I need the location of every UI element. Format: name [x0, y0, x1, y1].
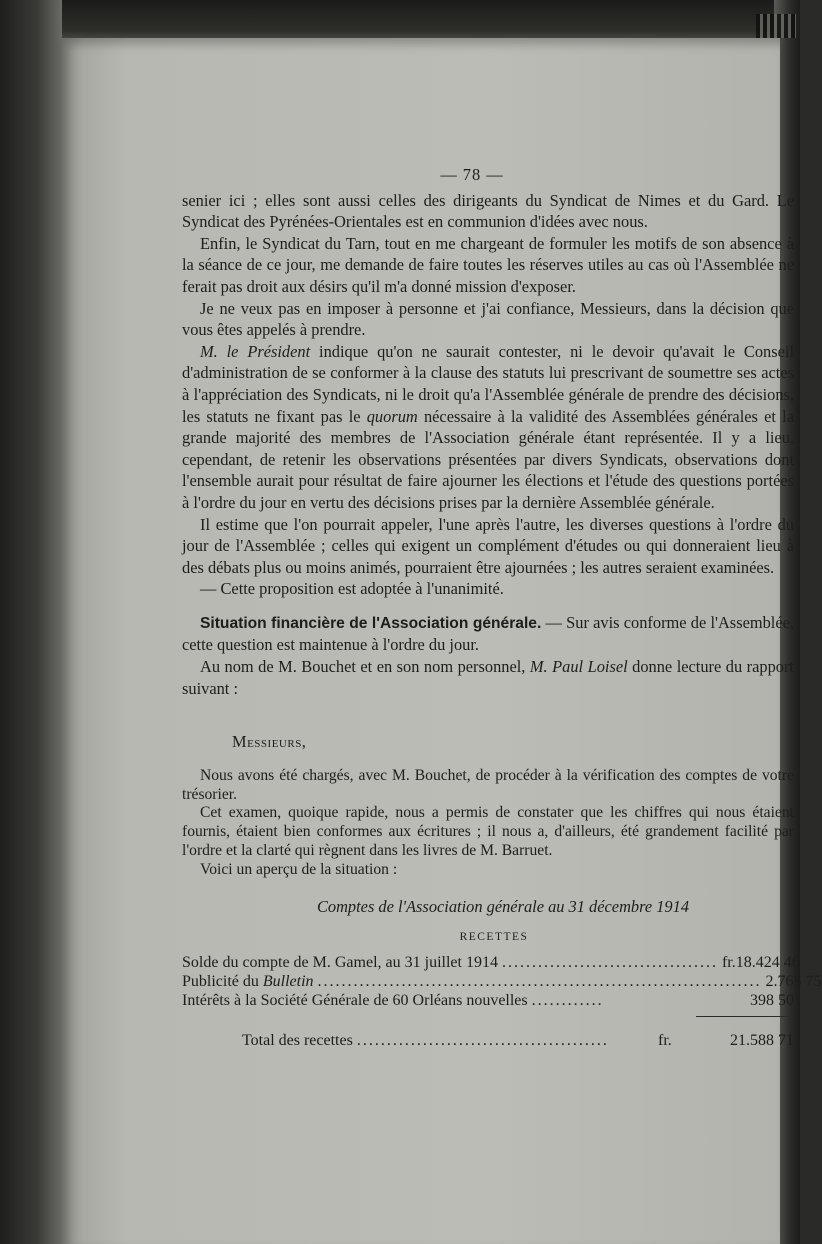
account-row-amount: 398 50: [750, 991, 794, 1009]
document-page: [62, 38, 822, 1244]
paragraph-3: Je ne veux pas en imposer à personne et j'ai confiance, Messieurs, dans la décision que vous êtes appelés à prendre.: [182, 298, 794, 340]
total-amount: 21.588 71: [730, 1031, 794, 1049]
section-heading: Situation financière de l'Association générale.: [200, 614, 542, 632]
account-row-amount: 2.765 75: [765, 972, 822, 990]
paragraph-1: senier ici ; elles sont aussi celles des dirigeants du Syndicat de Nimes et du Gard. Le Syndicat des Pyrénées-Orientales est en communion d'idées avec nous.: [182, 190, 794, 232]
binding-marks: [756, 14, 796, 38]
account-row-label: Intérêts à la Société Générale de 60 Orléans nouvelles: [182, 991, 528, 1009]
paragraph-2: Enfin, le Syndicat du Tarn, tout en me chargeant de formuler les motifs de son absence à la séance de ce jour, me demande de faire toutes les réserves utiles au cas où l'Assemblée ne ferait pas droit aux désirs qu'il m'a donné mission d'exposer.: [182, 233, 794, 296]
scan-border-left: [0, 0, 62, 1244]
quorum-term: quorum: [366, 406, 418, 426]
leader-dots: ............: [531, 991, 604, 1009]
bulletin-title: Bulletin: [262, 972, 314, 990]
account-row: [182, 972, 822, 991]
total-rule: [696, 1016, 794, 1017]
account-row-label-prefix: Publicité du: [182, 972, 263, 990]
paragraph-8: [182, 656, 794, 699]
account-row-unit: fr.: [721, 953, 736, 971]
leader-dots: ....................................: [501, 953, 718, 971]
paragraph-6: — Cette proposition est adoptée à l'unanimité.: [200, 579, 504, 599]
president-name: M. le Président: [200, 341, 311, 361]
paragraph-5: Il estime que l'on pourrait appeler, l'une après l'autre, les diverses questions à l'ordre du jour de l'Assemblée ; celles qui exigent un complément d'études ou qui donneraient lieu à des débats plus ou moins animés, pourraient être ajournées ; les autres seraient examinées.: [182, 514, 794, 577]
account-row: [182, 953, 800, 972]
total-row: [182, 1031, 794, 1050]
report-salutation: Messieurs,: [232, 732, 307, 752]
account-row-label: Solde du compte de M. Gamel, au 31 juillet 1914: [182, 953, 498, 971]
account-row-label: [182, 972, 314, 991]
accounts-title: Comptes de l'Association générale au 31 décembre 1914: [316, 896, 690, 916]
paragraph-8-part-b: donne lecture du rapport suivant :: [182, 657, 794, 698]
leader-dots: ..........................................................................: [317, 972, 762, 990]
paragraph-4-part-a: indique qu'on ne saurait contester, ni le devoir qu'avait le Conseil d'administration de se conformer à la clause des statuts lui prescrivant de soumettre ses actes à l'appréciation des Syndicats, ni le droit qu'a l'Assemblée générale de prendre des décisions, les statuts ne fixant pas le: [182, 341, 795, 426]
speaker-name: M. Paul Loisel: [529, 657, 628, 677]
page-content: [182, 164, 822, 1050]
total-unit: fr.: [658, 1031, 672, 1049]
account-row: [182, 991, 794, 1010]
report-paragraph-3: Voici un aperçu de la situation :: [200, 860, 398, 878]
recettes-heading: RECETTES: [459, 931, 529, 944]
paragraph-7-text: — Sur avis conforme de l'Assemblée, cette question est maintenue à l'ordre du jour.: [182, 612, 794, 655]
leader-dots: ..........................................: [356, 1031, 609, 1049]
page-number: — 78 —: [440, 165, 504, 184]
report-paragraph-2: Cet examen, quoique rapide, nous a permis de constater que les chiffres qui nous étaient fournis, étaient bien conformes aux écritures ; il nous a, d'ailleurs, été grandement facilité par l'ordre et la clarté qui règnent dans les livres de M. Barruet.: [182, 804, 794, 860]
paragraph-7: [182, 612, 794, 656]
paragraph-8-part-a: Au nom de M. Bouchet et en son nom personnel,: [200, 657, 530, 677]
report-paragraph-1: Nous avons été chargés, avec M. Bouchet, de procéder à la vérification des comptes de votre trésorier.: [182, 766, 794, 803]
account-row-amount: 18.424 46: [735, 953, 800, 971]
paragraph-4-part-b: nécessaire à la validité des Assemblées générales et la grande majorité des membres de l'Association générale étant représentée. Il y a lieu, cependant, de retenir les observations présentées par divers Syndicats, observations dont l'ensemble aurait pour résultat de faire ajourner les élections et l'étude des questions portées à l'ordre du jour en vertu des décisions prises par la dernière Assemblée générale.: [182, 406, 794, 512]
paragraph-4: [182, 341, 794, 514]
total-label: Total des recettes: [242, 1031, 353, 1049]
